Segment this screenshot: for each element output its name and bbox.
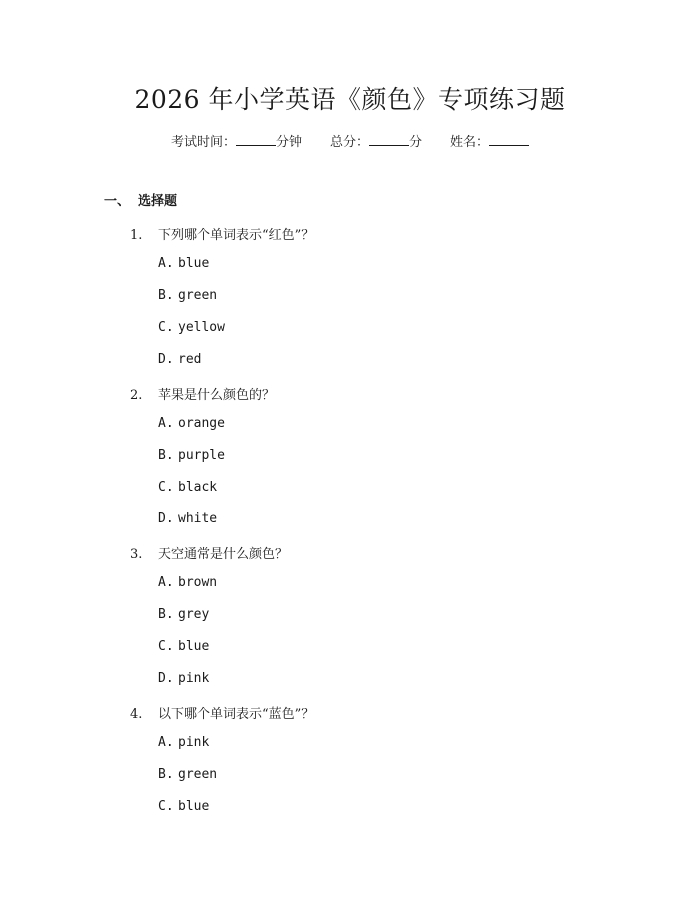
option-item bbox=[158, 799, 209, 814]
option-item bbox=[158, 767, 217, 782]
option-item bbox=[158, 256, 209, 271]
option-letter: A. bbox=[158, 575, 174, 590]
option-item bbox=[158, 288, 217, 303]
exam-time-field bbox=[171, 131, 302, 150]
section-number: 一、 bbox=[104, 194, 131, 209]
option-item bbox=[158, 671, 209, 686]
option-item bbox=[158, 416, 225, 431]
option-item bbox=[158, 480, 217, 495]
score-label: 总分： bbox=[329, 135, 369, 150]
question-1 bbox=[130, 224, 314, 243]
score-field bbox=[330, 131, 422, 150]
option-letter: B. bbox=[158, 607, 174, 622]
name-field bbox=[450, 131, 529, 150]
option-text: red bbox=[178, 352, 202, 367]
question-2 bbox=[130, 384, 275, 403]
option-text: pink bbox=[178, 735, 210, 750]
exam-time-blank bbox=[236, 134, 276, 146]
option-text: grey bbox=[178, 607, 210, 622]
option-letter: D. bbox=[158, 671, 174, 686]
option-text: blue bbox=[178, 256, 210, 271]
option-text: pink bbox=[178, 671, 210, 686]
exam-info-line bbox=[0, 131, 700, 150]
option-text: blue bbox=[178, 799, 210, 814]
name-blank bbox=[489, 134, 529, 146]
score-unit: 分 bbox=[409, 135, 423, 150]
option-text: purple bbox=[178, 448, 225, 463]
option-letter: C. bbox=[158, 799, 174, 814]
question-number: 1. bbox=[130, 228, 143, 243]
exam-time-unit: 分钟 bbox=[275, 135, 302, 150]
question-text: 以下哪个单词表示“蓝色”？ bbox=[158, 707, 315, 722]
question-number: 2. bbox=[130, 388, 143, 403]
question-text: 天空通常是什么颜色？ bbox=[158, 547, 289, 562]
option-text: green bbox=[178, 767, 218, 782]
option-letter: D. bbox=[158, 352, 174, 367]
option-item bbox=[158, 352, 201, 367]
question-text: 下列哪个单词表示“红色”？ bbox=[158, 228, 315, 243]
option-letter: A. bbox=[158, 735, 174, 750]
option-letter: C. bbox=[158, 480, 174, 495]
question-number: 3. bbox=[130, 547, 143, 562]
option-letter: A. bbox=[158, 416, 174, 431]
option-text: blue bbox=[178, 639, 210, 654]
option-item bbox=[158, 639, 209, 654]
option-letter: C. bbox=[158, 639, 174, 654]
option-item bbox=[158, 448, 225, 463]
question-3 bbox=[130, 543, 288, 562]
question-4 bbox=[130, 703, 314, 722]
option-text: black bbox=[178, 480, 218, 495]
option-item bbox=[158, 575, 217, 590]
question-number: 4. bbox=[130, 707, 143, 722]
name-label: 姓名： bbox=[450, 135, 490, 150]
section-heading bbox=[104, 190, 177, 209]
option-text: white bbox=[178, 511, 218, 526]
option-letter: B. bbox=[158, 767, 174, 782]
option-letter: A. bbox=[158, 256, 174, 271]
option-item bbox=[158, 607, 209, 622]
page-title: 2026 年小学英语《颜色》专项练习题 bbox=[134, 85, 566, 114]
option-text: green bbox=[178, 288, 218, 303]
question-text: 苹果是什么颜色的？ bbox=[158, 388, 276, 403]
option-letter: B. bbox=[158, 288, 174, 303]
option-text: orange bbox=[178, 416, 225, 431]
option-text: yellow bbox=[178, 320, 225, 335]
option-text: brown bbox=[178, 575, 218, 590]
score-blank bbox=[369, 134, 409, 146]
option-letter: C. bbox=[158, 320, 174, 335]
option-item bbox=[158, 511, 217, 526]
option-letter: B. bbox=[158, 448, 174, 463]
option-item bbox=[158, 735, 209, 750]
exam-time-label: 考试时间： bbox=[170, 135, 236, 150]
option-letter: D. bbox=[158, 511, 174, 526]
section-title: 选择题 bbox=[138, 194, 178, 209]
option-item bbox=[158, 320, 225, 335]
